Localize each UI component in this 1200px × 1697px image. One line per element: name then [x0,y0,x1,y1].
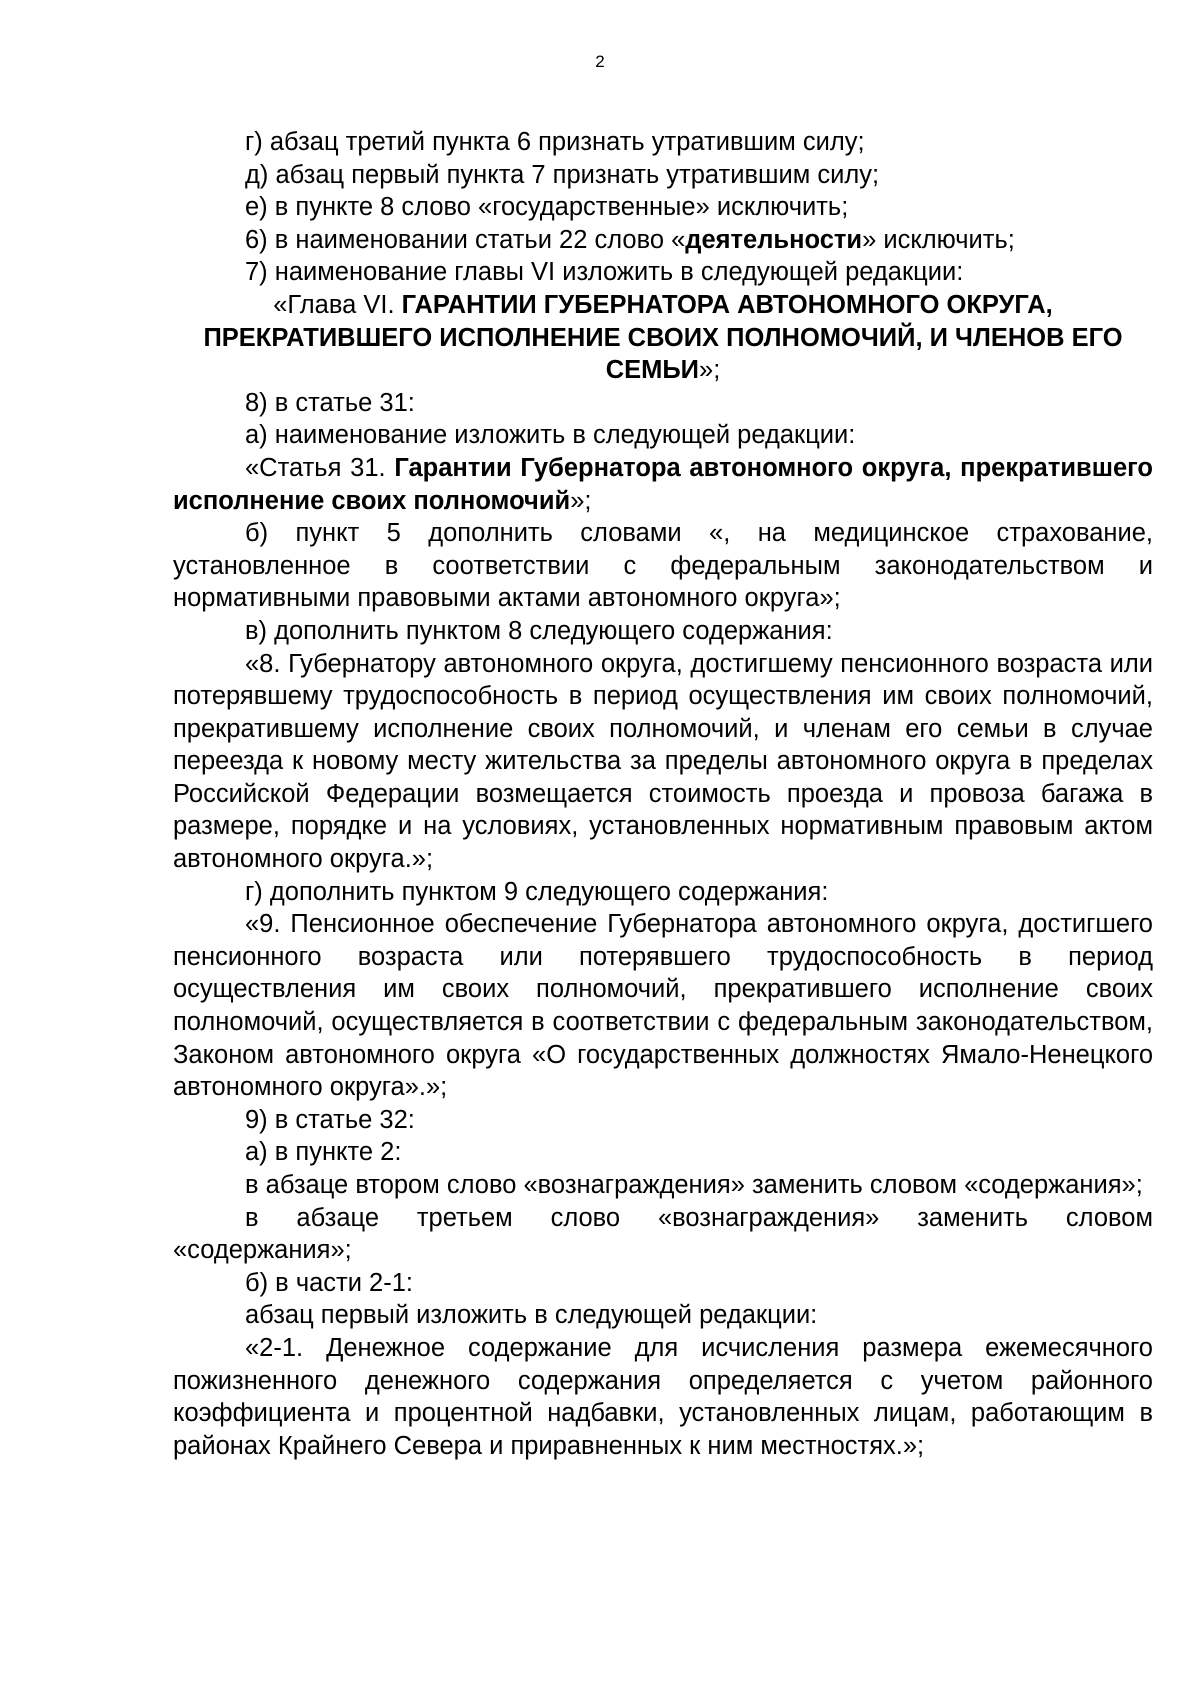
paragraph-8-article31: 8) в статье 31: [245,388,415,417]
paragraph-a-name: а) наименование изложить в следующей редакции: [245,421,856,450]
paragraph-9-article32: 9) в статье 32: [245,1105,415,1134]
paragraph-6-article22 [173,224,1153,257]
chapter-title-bold: ГАРАНТИИ ГУБЕРНАТОРА АВТОНОМНОГО ОКРУГА, ПРЕКРАТИВШЕГО ИСПОЛНЕНИЕ СВОИХ ПОЛНОМОЧИЙ, И ЧЛЕНОВ ЕГО СЕМЬИ [203,290,1123,385]
chapter-heading [173,289,1153,387]
paragraph-item8-text: «8. Губернатору автономного округа, достигшему пенсионного возраста или потерявшему трудоспособность в период осуществления им своих полномочий, прекратившему исполнение своих полномочий, и членам его семьи в случае переезда к новому месту жительства за пределы автономного округа в пределах Российской Федерации возмещается стоимость проезда и провоза багажа в размере, порядке и на условиях, установленных нормативным правовым актом автономного округа.»; [173,649,1153,874]
document-body [173,126,1153,1462]
text-segment: »; [570,486,592,515]
text-segment: »; [699,356,721,385]
paragraph-second-subparagraph: в абзаце втором слово «вознаграждения» заменить словом «содержания»; [245,1171,1143,1199]
paragraph-b-part2-1: б) в части 2-1: [245,1268,413,1297]
paragraph-g-item9: г) дополнить пунктом 9 следующего содержания: [245,877,829,906]
paragraph-first-subparagraph: абзац первый изложить в следующей редакции: [245,1301,818,1330]
paragraph-7-chapter6: 7) наименование главы VI изложить в следующей редакции: [245,258,964,287]
paragraph-third-subparagraph: в абзаце третьем слово «вознаграждения» заменить словом «содержания»; [173,1203,1153,1265]
paragraph-g-item6: г) абзац третий пункта 6 признать утратившим силу; [245,128,865,156]
article-31-heading [173,452,1153,517]
text-segment: » исключить; [862,225,1015,254]
paragraph-e-item8: е) в пункте 8 слово «государственные» исключить; [245,193,849,222]
text-segment: «Глава VI. [273,290,402,319]
text-segment: «Статья 31. [245,453,395,482]
article-title-bold: Гарантии Губернатора автономного округа, прекратившего исполнение своих полномочий [173,453,1153,515]
paragraph-b-item5: б) пункт 5 дополнить словами «, на медицинское страхование, установленное в соответствии с федеральным законодательством и нормативными правовыми актами автономного округа»; [173,519,1153,613]
page-number: 2 [595,52,605,71]
paragraph-2-1-text: «2-1. Денежное содержание для исчисления размера ежемесячного пожизненного денежного содержания определяется с учетом районного коэффициента и процентной надбавки, установленных лицам, работающим в районах Крайнего Севера и приравненных к ним местностях.»; [173,1333,1153,1460]
paragraph-d-item7: д) абзац первый пункта 7 признать утратившим силу; [245,160,880,189]
paragraph-v-item8: в) дополнить пунктом 8 следующего содержания: [245,616,833,645]
bold-term: деятельности [685,225,863,254]
paragraph-item9-text: «9. Пенсионное обеспечение Губернатора автономного округа, достигшего пенсионного возраста или потерявшего трудоспособность в период осуществления им своих полномочий, прекратившего исполнение своих полномочий, осуществляется в соответствии с федеральным законодательством, Законом автономного округа «О государственных должностях Ямало-Ненецкого автономного округа».»; [173,910,1153,1102]
text-segment: 6) в наименовании статьи 22 слово « [245,225,686,254]
paragraph-a-item2: а) в пункте 2: [245,1138,402,1167]
